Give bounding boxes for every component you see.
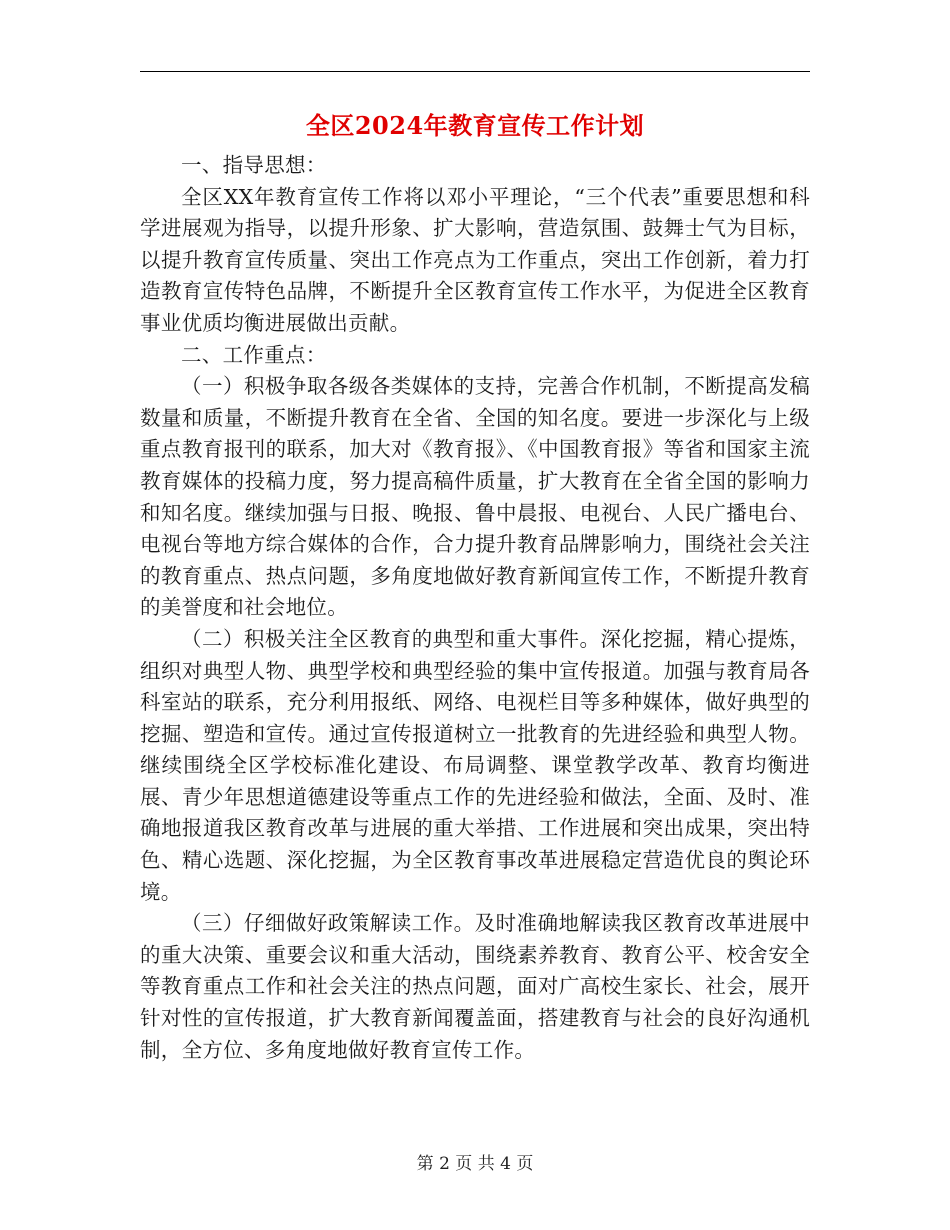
document-body <box>140 150 810 1066</box>
page-number-footer: 第 2 页 共 4 页 <box>416 1154 534 1174</box>
section-heading-work-focus: 二、工作重点： <box>181 342 327 367</box>
paragraph-focus-2: （二）积极关注全区教育的典型和重大事件。深化挖掘，精心提炼，组织对典型人物、典型学校和典型经验的集中宣传报道。加强与教育局各科室站的联系，充分利用报纸、网络、电视栏目等多种媒体，做好典型的挖掘、塑造和宣传。通过宣传报道树立一批教育的先进经验和典型人物。继续围绕全区学校标准化建设、布局调整、课堂教学改革、教育均衡进展、青少年思想道德建设等重点工作的先进经验和做法，全面、及时、准确地报道我区教育改革与进展的重大举措、工作进展和突出成果，突出特色、精心选题、深化挖掘，为全区教育事改革进展稳定营造优良的舆论环境。 <box>140 626 810 904</box>
paragraph-focus-3: （三）仔细做好政策解读工作。及时准确地解读我区教育改革进展中的重大决策、重要会议和重大活动，围绕素养教育、教育公平、校舍安全等教育重点工作和社会关注的热点问题，面对广高校生家长、社会，展开针对性的宣传报道，扩大教育新闻覆盖面，搭建教育与社会的良好沟通机制，全方位、多角度地做好教育宣传工作。 <box>140 911 810 1062</box>
paragraph-guiding-thought: 全区XX年教育宣传工作将以邓小平理论，“三个代表”重要思想和科学进展观为指导，以提升形象、扩大影响，营造氛围、鼓舞士气为目标，以提升教育宣传质量、突出工作亮点为工作重点，突出工作创新，着力打造教育宣传特色品牌，不断提升全区教育宣传工作水平，为促进全区教育事业优质均衡进展做出贡献。 <box>140 184 810 335</box>
paragraph-focus-1: （一）积极争取各级各类媒体的支持，完善合作机制，不断提高发稿数量和质量，不断提升教育在全省、全国的知名度。要进一步深化与上级重点教育报刊的联系，加大对《教育报》、《中国教育报》等省和国家主流教育媒体的投稿力度，努力提高稿件质量，扩大教育在全省全国的影响力和知名度。继续加强与日报、晚报、鲁中晨报、电视台、人民广播电台、电视台等地方综合媒体的合作，合力提升教育品牌影响力，围绕社会关注的教育重点、热点问题，多角度地做好教育新闻宣传工作，不断提升教育的美誉度和社会地位。 <box>140 374 810 620</box>
header-rule <box>140 71 810 72</box>
document-title: 全区2024年教育宣传工作计划 <box>305 111 645 140</box>
section-heading-guiding-thought: 一、指导思想： <box>181 153 327 177</box>
